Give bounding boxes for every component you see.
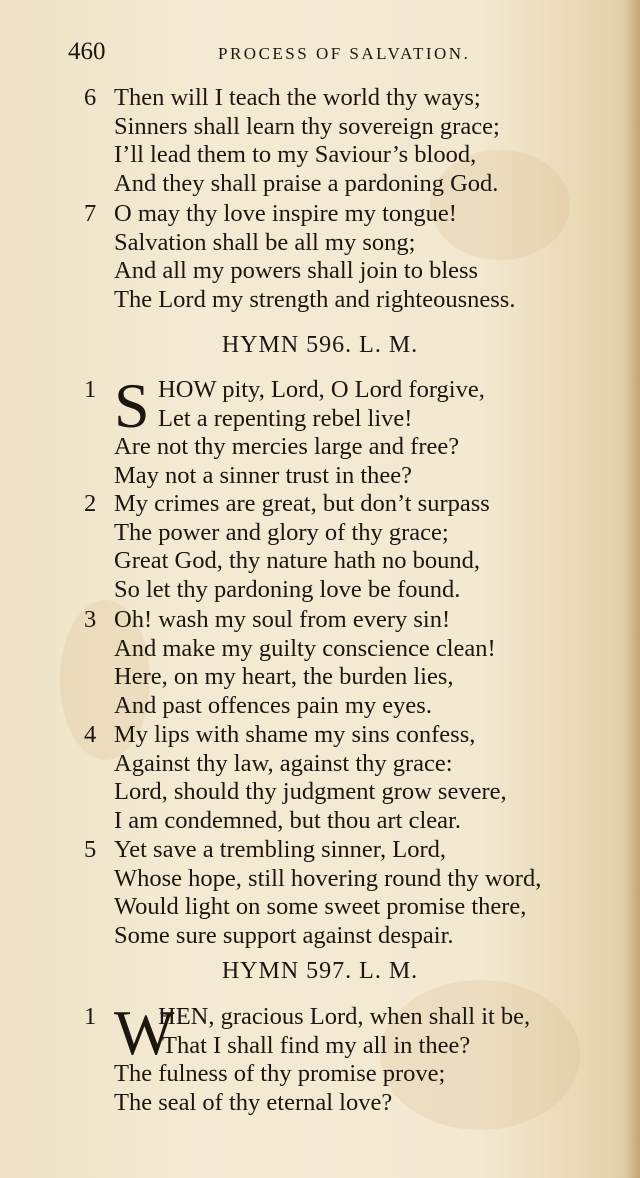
page-number: 460	[68, 38, 106, 65]
verse-line: And make my guilty conscience clean!	[114, 634, 496, 662]
verse-line: The power and glory of thy grace;	[114, 518, 449, 546]
hymn-596-verse-2	[84, 490, 614, 604]
verse-line: Great God, thy nature hath no bound,	[114, 547, 481, 574]
verse-line: So let thy pardoning love be found.	[114, 575, 461, 603]
verse-line: Let a repenting rebel live!	[158, 404, 413, 432]
hymn-596-verse-5	[84, 836, 614, 950]
verse-line: Whose hope, still hovering round thy word,	[114, 864, 542, 892]
verse-number: 5	[84, 836, 97, 863]
verse-line: The Lord my strength and righteousness.	[114, 285, 516, 313]
page-edge-shadow	[624, 0, 640, 1178]
hymn-597-heading: HYMN 597. L. M.	[221, 958, 419, 984]
verse-line: Some sure support against despair.	[114, 921, 454, 949]
verse-line: I’ll lead them to my Saviour’s blood,	[114, 141, 477, 168]
verse-line: And they shall praise a pardoning God.	[114, 169, 499, 197]
verse-line: Then will I teach the world thy ways;	[114, 84, 481, 111]
verse-number: 3	[84, 606, 97, 633]
verse-line: May not a sinner trust in thee?	[114, 461, 413, 489]
verse-number: 1	[84, 1003, 97, 1030]
verse-line: Oh! wash my soul from every sin!	[114, 606, 451, 633]
drop-cap: W	[114, 997, 175, 1068]
verse-line: The fulness of thy promise prove;	[114, 1060, 446, 1087]
verse-line: Lord, should thy judgment grow severe,	[114, 778, 507, 805]
hymn-596-verse-4	[84, 721, 614, 835]
verse-line: Salvation shall be all my song;	[114, 228, 416, 256]
verse-line: The seal of thy eternal love?	[114, 1088, 393, 1116]
page-header	[68, 38, 608, 74]
verse-line: Here, on my heart, the burden lies,	[114, 663, 454, 690]
hymn-597-verse-1	[84, 997, 614, 1117]
verse-7	[84, 200, 614, 314]
verse-line: HEN, gracious Lord, when shall it be,	[158, 1003, 531, 1030]
hymn-596-verse-1	[84, 370, 614, 490]
verse-line: Yet save a trembling sinner, Lord,	[114, 836, 446, 863]
verse-line: And all my powers shall join to bless	[114, 257, 479, 284]
verse-line: Would light on some sweet promise there,	[114, 893, 527, 920]
verse-line: HOW pity, Lord, O Lord forgive,	[158, 376, 485, 403]
verse-line: I am condemned, but thou art clear.	[114, 806, 461, 834]
verse-line: My lips with shame my sins confess,	[114, 721, 476, 748]
hymn-596-verse-3	[84, 606, 614, 720]
verse-number: 1	[84, 376, 97, 403]
verse-line: That I shall find my all in thee?	[162, 1031, 471, 1059]
drop-cap: S	[114, 370, 150, 441]
verse-line: O may thy love inspire my tongue!	[114, 200, 457, 227]
verse-line: Are not thy mercies large and free?	[114, 433, 460, 460]
running-title: PROCESS OF SALVATION.	[218, 44, 471, 63]
verse-6	[84, 84, 614, 198]
verse-line: And past offences pain my eyes.	[114, 691, 432, 719]
verse-number: 7	[84, 200, 97, 227]
verse-number: 4	[84, 721, 97, 748]
verse-line: Against thy law, against thy grace:	[114, 749, 453, 777]
hymn-596-heading: HYMN 596. L. M.	[221, 332, 419, 358]
verse-line: Sinners shall learn thy sovereign grace;	[114, 112, 500, 140]
verse-number: 2	[84, 490, 97, 517]
verse-line: My crimes are great, but don’t surpass	[114, 490, 490, 517]
verse-number: 6	[84, 84, 97, 111]
